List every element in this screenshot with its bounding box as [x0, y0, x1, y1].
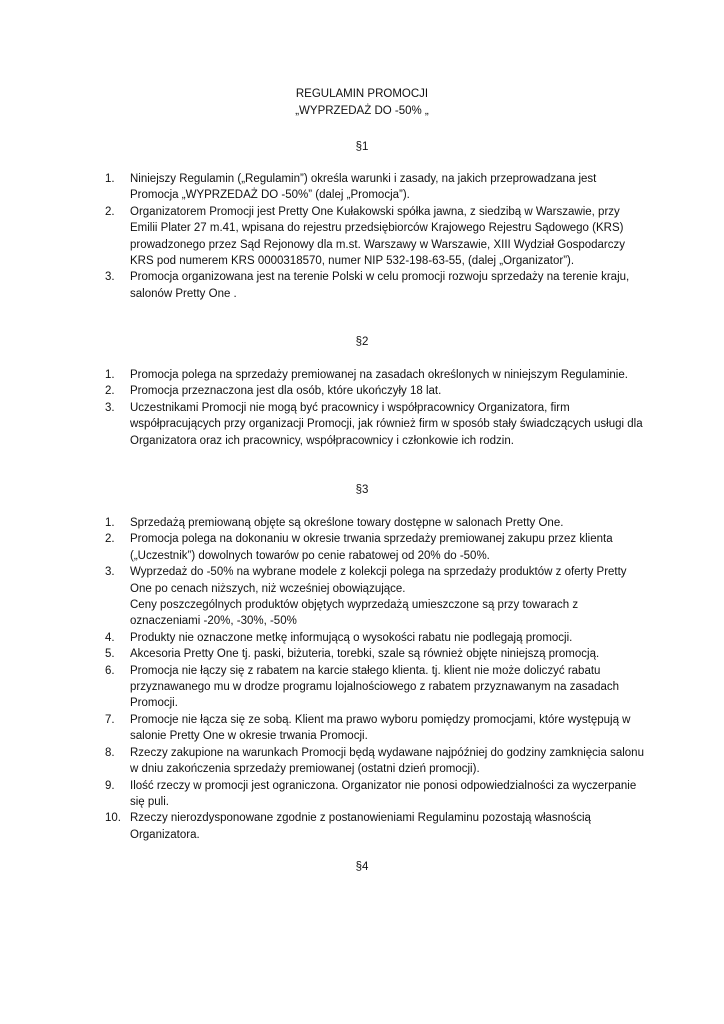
list-item-text: Promocja polega na dokonaniu w okresie trwania sprzedaży premiowanej zakupu przez klienta („Uczestnik”) dowolnych towarów po cenie rabatowej od 20% do -50%.	[130, 533, 613, 562]
list-item	[105, 204, 645, 270]
list-item	[105, 383, 645, 399]
list-item-text: Rzeczy zakupione na warunkach Promocji będą wydawane najpóźniej do godziny zamknięcia salonu w dniu zakończenia sprzedaży premiowanej (ostatni dzień promocji).	[130, 746, 644, 776]
list-item-text: Promocja przeznaczona jest dla osób, które ukończyły 18 lat.	[130, 385, 442, 398]
document-title	[0, 86, 724, 120]
list-item-number: 5.	[105, 648, 115, 661]
list-item-number: 1.	[105, 173, 115, 185]
list-item-text: Uczestnikami Promocji nie mogą być pracownicy i współpracownicy Organizatora, firm współpracujących przy organizacji Promocji, jak również firm w sposób stały świadczących usługi dla Organizatora oraz ich pracownicy, współpracownicy i członkowie ich rodzin.	[130, 401, 643, 447]
list-item-text: Akcesoria Pretty One tj. paski, biżuteria, torebki, szale są również objęte niniejszą promocją.	[130, 648, 600, 661]
title-line-2: „WYPRZEDAŻ DO -50% „	[295, 105, 429, 117]
list-item-number: 2.	[105, 533, 115, 546]
list-item-number: 1.	[105, 369, 115, 381]
list-item	[105, 646, 645, 662]
list-item-text: Niniejszy Regulamin („Regulamin”) określa warunki i zasady, na jakich przeprowadzana jest Promocja „WYPRZEDAŻ DO -50%” (dalej „Promocja”).	[130, 173, 597, 202]
section-1-list	[105, 171, 645, 302]
list-item-number: 7.	[105, 713, 115, 726]
list-item-text: Produkty nie oznaczone metkę informującą o wysokości rabatu nie podlegają promocji.	[130, 631, 573, 644]
list-item	[105, 810, 645, 843]
list-item-text: Organizatorem Promocji jest Pretty One Kułakowski spółka jawna, z siedzibą w Warszawie, przy Emilii Plater 27 m.41, wpisana do rejestru przedsiębiorców Krajowego Rejestru Sądowego (KRS) prowadzonego przez Sąd Rejonowy dla m.st. Warszawy w Warszawie, XIII Wydział Gospodarczy KRS pod numerem KRS 0000318570, numer NIP 532-198-63-55, (dalej „Organizator”).	[130, 205, 626, 268]
list-item-text-continued: Ceny poszczególnych produktów objętych wyprzedażą umieszczone są przy towarach z oznaczeniami -20%, -30%, -50%	[130, 599, 579, 628]
list-item	[105, 564, 645, 630]
list-item-number: 3.	[105, 566, 115, 579]
list-item-text: Rzeczy nierozdysponowane zgodnie z postanowieniami Regulaminu pozostają własnością Organizatora.	[130, 812, 591, 841]
list-item-number: 2.	[105, 205, 115, 218]
list-item	[105, 630, 645, 646]
list-item-text: Sprzedażą premiowaną objęte są określone towary dostępne w salonach Pretty One.	[130, 517, 564, 529]
list-item-number: 2.	[105, 385, 115, 398]
list-item-number: 1.	[105, 517, 115, 529]
list-item	[105, 171, 645, 204]
list-item	[105, 269, 645, 302]
list-item	[105, 531, 645, 564]
section-3-list	[105, 515, 645, 843]
list-item-number: 9.	[105, 779, 115, 792]
section-1-heading: §1	[355, 141, 369, 153]
list-item-text: Promocje nie łącza się ze sobą. Klient ma prawo wyboru pomiędzy promocjami, które występują w salonie Pretty One w okresie trwania Promocji.	[130, 713, 631, 743]
list-item	[105, 515, 645, 531]
list-item-text: Promocja polega na sprzedaży premiowanej na zasadach określonych w niniejszym Regulaminie.	[130, 369, 628, 381]
list-item-number: 6.	[105, 664, 115, 677]
list-item	[105, 778, 645, 811]
list-item-number: 3.	[105, 401, 115, 414]
list-item-number: 4.	[105, 631, 115, 644]
list-item	[105, 745, 645, 778]
title-line-1: REGULAMIN PROMOCJI	[295, 88, 429, 100]
list-item-text: Wyprzedaż do -50% na wybrane modele z kolekcji polega na sprzedaży produktów z oferty Pretty One po cenach niższych, niż wcześniej obowiązujące.	[130, 566, 627, 595]
section-2-list	[105, 367, 645, 449]
list-item-text: Ilość rzeczy w promocji jest ograniczona. Organizator nie ponosi odpowiedzialności za wyczerpanie się puli.	[130, 779, 637, 808]
list-item	[105, 400, 645, 449]
list-item-number: 10.	[105, 812, 121, 825]
list-item-text: Promocja organizowana jest na terenie Polski w celu promocji rozwoju sprzedaży na terenie kraju, salonów Pretty One .	[130, 271, 630, 300]
list-item	[105, 712, 645, 745]
list-item	[105, 367, 645, 383]
list-item-text: Promocja nie łączy się z rabatem na karcie stałego klienta. tj. klient nie może doliczyć rabatu przyznawanego mu w drodze programu lojalnościowego z rabatem przyznawanym na zasadach Promocji.	[130, 664, 620, 710]
list-item-number: 8.	[105, 746, 115, 759]
section-3-heading: §3	[355, 484, 369, 496]
list-item-number: 3.	[105, 271, 115, 284]
list-item	[105, 663, 645, 712]
section-2-heading: §2	[355, 336, 369, 348]
section-4-heading: §4	[355, 861, 369, 873]
